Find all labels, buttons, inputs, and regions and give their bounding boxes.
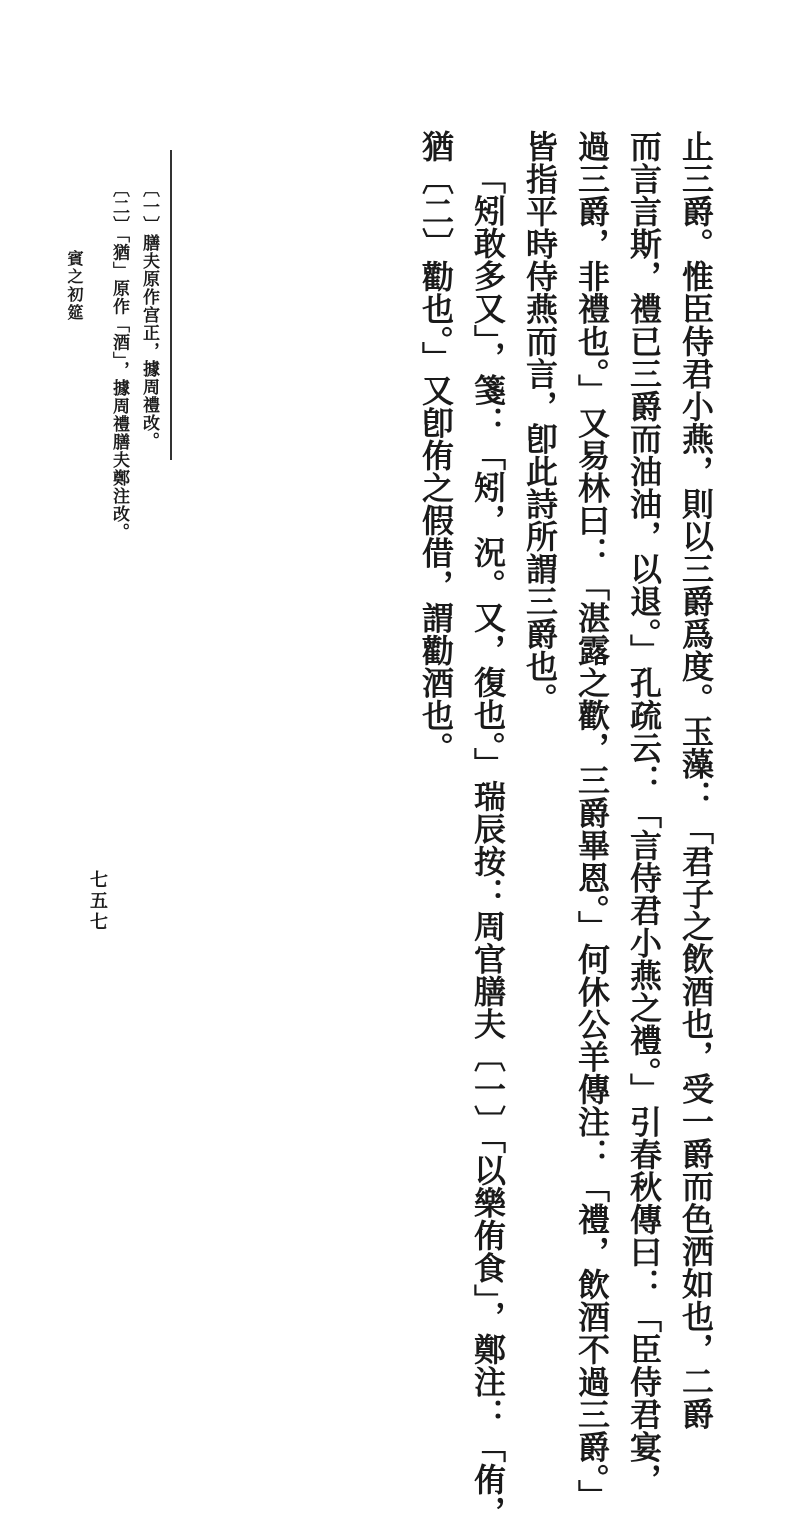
footnote-2: 〔二〕「猶」原作「酒」，據周禮膳夫鄭注改。 bbox=[109, 180, 129, 541]
running-header: 賓之初筵 bbox=[65, 250, 84, 322]
main-text-column-2: 而言言斯，禮已三爵而油油，以退。」孔疏云：「言侍君小燕之禮。」引春秋傳曰：「臣侍君宴， bbox=[625, 130, 663, 1496]
main-text-column-5: 「矧敢多又」，箋：「矧，況。又，復也。」瑞辰按：周官膳夫〔一〕「以樂侑食」，鄭注：「侑， bbox=[469, 162, 507, 1528]
main-text-column-6: 猶〔二〕勸也。」又卽侑之假借，謂勸酒也。 bbox=[417, 130, 455, 764]
page-number: 七五七 bbox=[87, 870, 108, 933]
main-text-column-1: 止三爵。惟臣侍君小燕，則以三爵爲度。玉藻：「君子之飲酒也，受一爵而色洒如也，二爵 bbox=[677, 130, 715, 1430]
main-text-column-3: 過三爵，非禮也。」又易林曰：「湛露之歡，三爵畢恩。」何休公羊傳注：「禮，飲酒不過三爵。」 bbox=[573, 130, 611, 1512]
footnote-separator bbox=[170, 150, 172, 460]
footnote-1: 〔一〕膳夫原作宫正，據周禮改。 bbox=[139, 180, 159, 450]
main-text-column-4: 皆指平時侍燕而言，卽此詩所謂三爵也。 bbox=[521, 130, 559, 715]
